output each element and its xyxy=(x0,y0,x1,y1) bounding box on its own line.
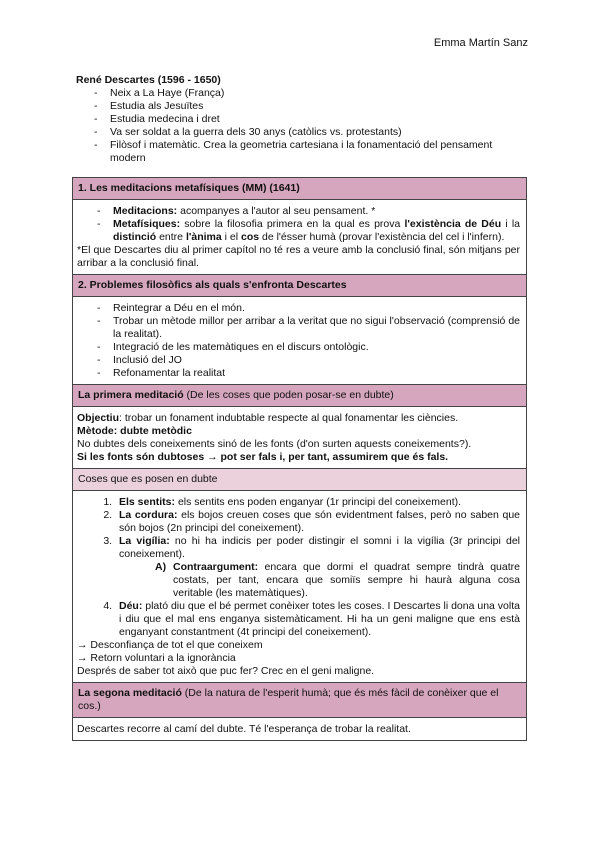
intro-item: - Estudia medecina i dret xyxy=(92,113,527,126)
intro-item: - Neix a La Haye (França) xyxy=(92,87,527,100)
section-2-header xyxy=(73,274,526,296)
section-1-list xyxy=(77,205,520,244)
doubt-list xyxy=(77,496,520,639)
list-item: - Refonamentar la realitat xyxy=(95,367,520,380)
section-5-header: La segona meditació (De la natura de l'esperit humà; que és més fàcil de conèixer que el cos.) xyxy=(73,682,526,717)
list-item: - Integració de les matemàtiques en el discurs ontològic. xyxy=(95,341,520,354)
list-item: - Reintegrar a Déu en el món. xyxy=(95,302,520,315)
list-item: 4. Déu: plató diu que el bé permet conèixer totes les coses. I Descartes li dona una volta i diu que el mal ens enganya sistemàticament. Hi ha un geni maligne que ens està enganyant constantment (4t principi del coneixement). xyxy=(115,600,520,639)
section-5-text: Descartes recorre al camí del dubte. Té l'esperança de trobar la realitat. xyxy=(77,723,411,735)
objective-line: Objectiu: trobar un fonament indubtable respecte al qual fonamentar les ciències. xyxy=(77,412,459,424)
section-3-header: La primera meditació (De les coses que poden posar-se en dubte) xyxy=(73,384,526,406)
list-item: - Inclusió del JO xyxy=(95,354,520,367)
section-2-title: 2. Problemes filosòfics als quals s'enfronta Descartes xyxy=(78,279,347,291)
after-line: → Desconfiança de tot el que coneixem xyxy=(77,639,263,651)
list-item: A) Contraargument: encara que dormi el quadrat sempre tindrà quatre costats, per tant, encara que somiïs sempre hi haurà alguna cosa veritable (les matemàtiques). xyxy=(155,561,520,599)
section-4-body xyxy=(73,490,526,682)
section-2-body xyxy=(73,296,526,384)
document-title: René Descartes (1596 - 1650) xyxy=(76,74,221,86)
section-2-list xyxy=(77,302,520,380)
conclusion-line: Si les fonts són dubtoses → pot ser fals i, per tant, assumirem que és fals. xyxy=(77,451,449,463)
list-item: 3. La vigília: no hi ha indicis per poder distingir el somni i la vigília (3r principi del coneixement). A) Contraargument: encara que dormi el quadrat sempre tindrà quatre costats, per tant, encara que somiïs sempre hi haurà alguna cosa veritable (les matemàtiques). xyxy=(115,535,520,600)
intro-item: - Va ser soldat a la guerra dels 30 anys (catòlics vs. protestants) xyxy=(92,126,527,139)
list-item: - Metafísiques: sobre la filosofia primera en la qual es prova l'existència de Déu i la distinció entre l'ànima i el cos de l'ésser humà (provar l'existència del cel i l'infern). xyxy=(95,218,520,244)
section-1-header xyxy=(73,178,526,199)
section-5-body xyxy=(73,717,526,740)
method-line: Mètode: dubte metòdic xyxy=(77,425,192,437)
section-1-note: *El que Descartes diu al primer capítol no té res a veure amb la conclusió final, són mitjans per arribar a la conclusió final. xyxy=(77,244,520,269)
sub-list xyxy=(119,561,520,600)
after-line: Després de saber tot això que puc fer? Crec en el geni maligne. xyxy=(77,665,375,677)
list-item: 2. La cordura: els bojos creuen coses que són evidentment falses, però no saben que són bojos (2n principi del coneixement). xyxy=(115,509,520,535)
intro-list xyxy=(92,87,527,165)
author-name: Emma Martín Sanz xyxy=(433,37,528,49)
section-1-body xyxy=(73,199,526,274)
list-item: - Meditacions: acompanyes a l'autor al seu pensament. * xyxy=(95,205,520,218)
section-1-title: 1. Les meditacions metafísiques (MM) (1641) xyxy=(78,182,300,194)
intro-item: - Filòsof i matemàtic. Crea la geometria cartesiana i la fonamentació del pensament modern xyxy=(92,139,527,165)
list-item: 1. Els sentits: els sentits ens poden enganyar (1r principi del coneixement). xyxy=(115,496,520,509)
after-line: → Retorn voluntari a la ignorància xyxy=(77,652,236,664)
intro-item: - Estudia als Jesuïtes xyxy=(92,100,527,113)
list-item: - Trobar un mètode millor per arribar a la veritat que no sigui l'observació (comprensió de la realitat). xyxy=(95,315,520,341)
sources-line: No dubtes dels coneixements sinó de les fonts (d'on surten aquests coneixements?). xyxy=(77,438,472,450)
section-4-header: Coses que es posen en dubte xyxy=(73,468,526,490)
notes-table xyxy=(72,177,527,741)
section-3-body xyxy=(73,406,526,468)
